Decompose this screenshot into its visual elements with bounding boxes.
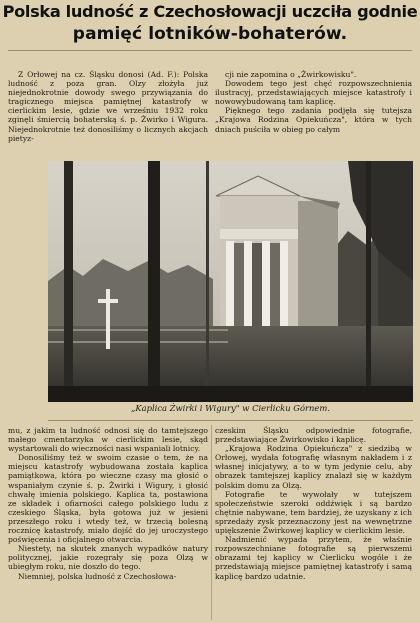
column-bottom-left — [8, 426, 208, 622]
paragraph: czeskim Śląsku odpowiednie fotografie, przedstawiające Żwirkowisko i kaplicę. — [215, 426, 412, 445]
headline-line-1: Polska ludność z Czechosłowacji uczciła godnie — [2, 2, 418, 21]
paragraph: Donosiliśmy też w swoim czasie o tem, że na miejscu katastrofy wybudowana została kaplica pamiątkowa, która po wieczne czasy ma głosić o wspaniałym czynie ś. p. Żwirki i Wigury, i głosić chwałę imienia polskiego. Kaplica ta, postawiona ze składek i ofiarności całego polskiego ludu z czeskiego Śląska, była gotowa już w jesieni przeszłego roku i wtedy też, w trzecią bolesną rocznicę katastrofy, miało dojść do jej uroczystego poświęcenia i oficjalnego otwarcia. — [8, 453, 208, 545]
headline-line-2: pamięć lotników-bohaterów. — [72, 24, 348, 44]
column-top-left — [8, 70, 208, 158]
headline — [0, 2, 420, 45]
paragraph: „Krajowa Rodzina Opiekuńcza" z siedzibą w Orłowej, wydała fotografię własnym nakładem i z własnej inicjatywy, a to w tym jedynie celu, aby obrazek tamtejszej kaplicy znalazł się w każdym polskim domu za Olzą. — [215, 444, 412, 490]
photo-caption: „Kaplica Żwirki i Wigury" w Cierlicku Górnem. — [131, 403, 330, 413]
paragraph: Z Orłowej na cz. Śląsku donosi (Ad. F.): Polska ludność z poza gran. Olzy złożyła już niejednokrotnie dowody swego przywiązania do tragicznego miejsca pamiętnej katastrofy w cierlickim lesie, gdzie we wrześniu 1932 roku zginęli śmiercią bohaterską ś. p. Żwirko i Wigura. Niejednokrotnie też donosiliśmy o licznych akcjach pietyz- — [8, 70, 208, 143]
paragraph: Niestety, na skutek znanych wypadków natury politycznej, jakie rozegrały się poza Olzą w ubiegłym roku, nie doszło do tego. — [8, 544, 208, 572]
caption-rule — [48, 420, 413, 421]
chapel-photo — [48, 161, 413, 402]
chapel-photo-image — [48, 161, 413, 402]
column-divider — [211, 425, 212, 620]
paragraph: cji nie zapomina o „Żwirkowisku". — [225, 70, 357, 79]
column-bottom-right — [215, 426, 412, 622]
paragraph: Nadmienić wypada przytem, że właśnie rozpowszechniane fotografie są pierwszemi obrazami tej kaplicy w Cierlicku wogóle i że przedstawiają miejsce pamiętnej katastrofy i samą kaplicę bardzo udatnie. — [215, 535, 412, 581]
paragraph: Pięknego tego zadania podjęła się tutejsza „Krajowa Rodzina Opiekuńcza", która w tych dniach puściła w obieg po całym — [215, 106, 412, 134]
column-top-right — [215, 70, 412, 158]
paragraph: mu, z jakim ta ludność odnosi się do tamtejszego małego cmentarzyka w cierlickim lesie, skąd wystartowali do wieczności nasi wspaniali lotnicy. — [8, 426, 208, 454]
paragraph: Niemniej, polska ludność z Czechosłowa- — [18, 571, 177, 581]
headline-rule — [8, 50, 412, 51]
paragraph: Dowodem tego jest chęć rozpowszechnienia ilustracyj, przedstawiających miejsce katastrofy i nowowybudowaną tam kaplicę. — [215, 79, 412, 107]
paragraph: Fotografie te wywołały w tutejszem społeczeństwie szeroki oddźwięk i są bardzo chętnie nabywane, tem bardziej, że uzyskany z ich sprzedaży zysk przeznaczony jest na wewnętrzne upiększenie Żwirkowej kaplicy w cierlickim lesie. — [215, 489, 412, 536]
